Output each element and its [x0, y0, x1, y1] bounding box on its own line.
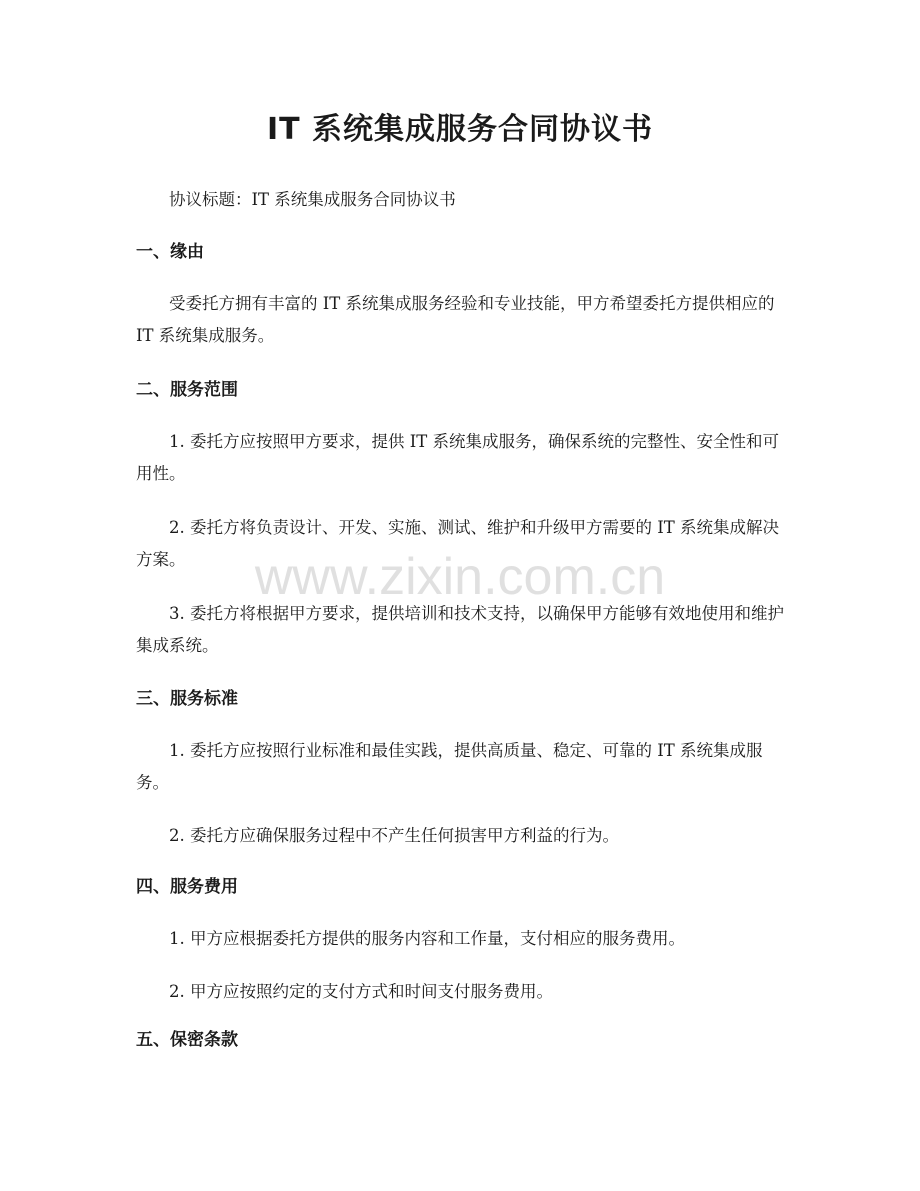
section-heading-fees: 四、服务费用: [136, 877, 238, 897]
scope-item-3: 3. 委托方将根据甲方要求，提供培训和技术支持，以确保甲方能够有效地使用和维护集成系统。: [136, 604, 784, 655]
fees-item-2: 2. 甲方应按照约定的支付方式和时间支付服务费用。: [169, 982, 553, 1001]
standards-item-2: 2. 委托方应确保服务过程中不产生任何损害甲方利益的行为。: [169, 826, 619, 845]
section-heading-standards: 三、服务标准: [136, 689, 238, 709]
document-title: IT 系统集成服务合同协议书: [266, 112, 654, 147]
scope-item-2: 2. 委托方将负责设计、开发、实施、测试、维护和升级甲方需要的 IT 系统集成解决方案。: [136, 518, 780, 569]
section-heading-scope: 二、服务范围: [136, 380, 238, 400]
watermark: www.zixin.com.cn: [254, 548, 666, 606]
agreement-subtitle: 协议标题：IT 系统集成服务合同协议书: [169, 190, 456, 209]
section-heading-confidentiality: 五、保密条款: [136, 1030, 238, 1050]
fees-item-1: 1. 甲方应根据委托方提供的服务内容和工作量，支付相应的服务费用。: [169, 929, 685, 948]
scope-item-1: 1. 委托方应按照甲方要求，提供 IT 系统集成服务，确保系统的完整性、安全性和可用性。: [136, 432, 780, 483]
section-heading-reason: 一、缘由: [136, 242, 204, 262]
section-reason-paragraph: 受委托方拥有丰富的 IT 系统集成服务经验和专业技能，甲方希望委托方提供相应的 IT 系统集成服务。: [136, 294, 775, 345]
standards-item-1: 1. 委托方应按照行业标准和最佳实践，提供高质量、稳定、可靠的 IT 系统集成服务。: [136, 741, 763, 792]
